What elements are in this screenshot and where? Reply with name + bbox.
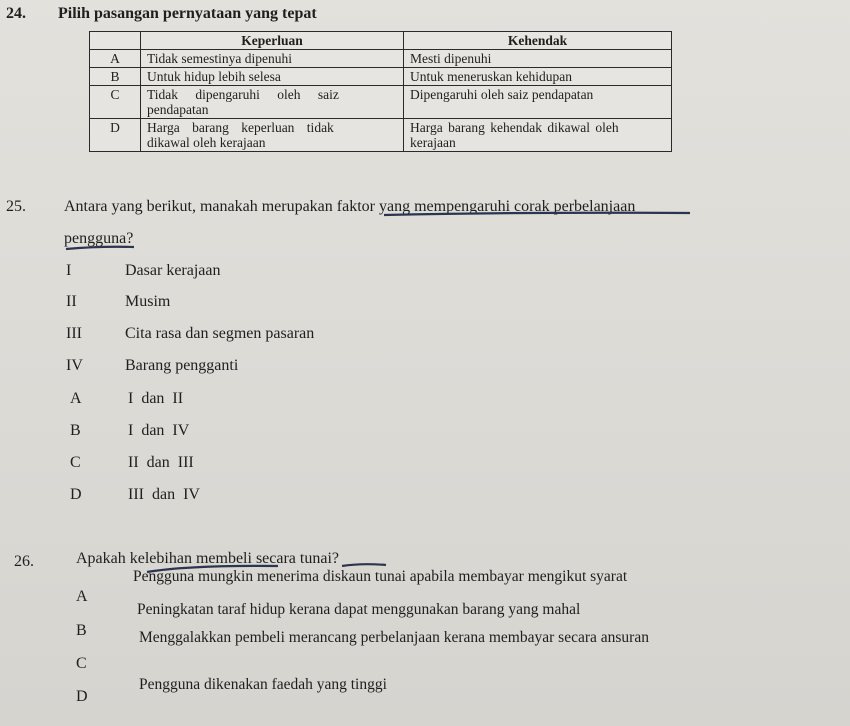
q25-number: 25. <box>6 198 26 215</box>
table-row <box>90 50 672 68</box>
q26-number: 26. <box>14 553 34 570</box>
underline-stroke <box>342 564 386 566</box>
row-need-line1: Tidak dipengaruhi oleh saiz <box>147 87 339 102</box>
q26-option-letter[interactable]: A <box>76 588 88 605</box>
q25-item-roman: I <box>66 262 72 279</box>
q25-item-text: Cita rasa dan segmen pasaran <box>125 325 315 342</box>
row-need-line2: pendapatan <box>147 102 209 117</box>
q24-prompt: Pilih pasangan pernyataan yang tepat <box>58 5 317 22</box>
q25-item-roman: IV <box>66 357 83 374</box>
q25-item-text: Dasar kerajaan <box>125 262 221 279</box>
q26-option-text[interactable]: Menggalakkan pembeli merancang perbelanjaan kerana membayar secara ansuran <box>139 629 649 646</box>
row-want: Untuk meneruskan kehidupan <box>404 68 672 86</box>
row-need-cell <box>141 119 404 152</box>
row-want: Dipengaruhi oleh saiz pendapatan <box>404 86 672 119</box>
row-key: D <box>90 119 141 152</box>
row-key: A <box>90 50 141 68</box>
q25-item-text: Musim <box>125 293 171 310</box>
row-want-cell <box>404 119 672 152</box>
q25-option-letter[interactable]: A <box>70 390 82 407</box>
table-header-row <box>90 32 672 50</box>
row-want: Mesti dipenuhi <box>404 50 672 68</box>
table-header-need: Keperluan <box>141 32 404 50</box>
q25-option-text[interactable]: II dan III <box>128 454 194 471</box>
q26-text: Apakah kelebihan membeli secara tunai? <box>76 550 339 567</box>
table-header-empty <box>90 32 141 50</box>
row-key: C <box>90 86 141 119</box>
row-need-line1: Harga barang keperluan tidak <box>147 120 334 135</box>
q25-text-line1: Antara yang berikut, manakah merupakan faktor yang mempengaruhi corak perbelanjaan <box>64 198 636 215</box>
q26-option-letter[interactable]: B <box>76 622 87 639</box>
q25-option-text[interactable]: I dan II <box>128 390 184 407</box>
q25-option-text[interactable]: I dan IV <box>128 422 190 439</box>
table-row <box>90 119 672 152</box>
table-row <box>90 86 672 119</box>
row-need-cell <box>141 86 404 119</box>
q24-number: 24. <box>6 5 26 22</box>
q25-option-letter[interactable]: D <box>70 486 82 503</box>
q26-option-text[interactable]: Peningkatan taraf hidup kerana dapat menggunakan barang yang mahal <box>137 601 581 618</box>
q24-table <box>89 31 672 152</box>
q26-option-letter[interactable]: C <box>76 655 87 672</box>
q26-option-text[interactable]: Pengguna mungkin menerima diskaun tunai apabila membayar mengikut syarat <box>133 568 628 585</box>
q25-item-roman: II <box>66 293 77 310</box>
q26-option-text[interactable]: Pengguna dikenakan faedah yang tinggi <box>139 676 387 693</box>
q25-option-letter[interactable]: C <box>70 454 81 471</box>
q25-option-text[interactable]: III dan IV <box>128 486 200 503</box>
q25-item-roman: III <box>66 325 82 342</box>
q26-option-letter[interactable]: D <box>76 688 88 705</box>
q25-text-line2: pengguna? <box>64 230 134 247</box>
row-want-line2: kerajaan <box>410 135 456 150</box>
row-need: Tidak semestinya dipenuhi <box>141 50 404 68</box>
row-need: Untuk hidup lebih selesa <box>141 68 404 86</box>
q25-item-text: Barang pengganti <box>125 357 239 374</box>
row-want-line1: Harga barang kehendak dikawal oleh <box>410 120 619 135</box>
table-header-want: Kehendak <box>404 32 672 50</box>
table-row <box>90 68 672 86</box>
row-need-line2: dikawal oleh kerajaan <box>147 135 266 150</box>
row-key: B <box>90 68 141 86</box>
q25-option-letter[interactable]: B <box>70 422 81 439</box>
